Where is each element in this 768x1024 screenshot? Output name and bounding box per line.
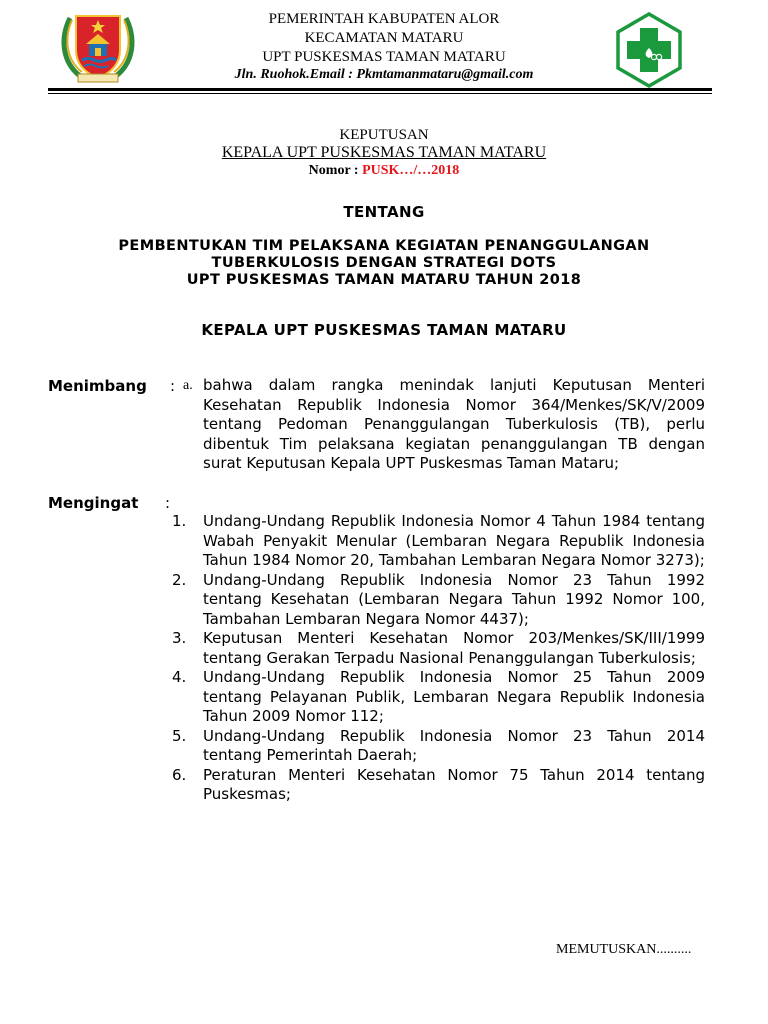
decree-title: KEPUTUSAN xyxy=(339,127,429,143)
menimbang-colon: : xyxy=(170,377,176,395)
list-item-number: 2. xyxy=(172,570,187,589)
subject-head: KEPALA UPT PUSKESMAS TAMAN MATARU xyxy=(201,321,567,339)
mengingat-list xyxy=(172,512,705,805)
list-item-text: Undang-Undang Republik Indonesia Nomor 23 Tahun 1992 tentang Kesehatan (Lembaran Negara Tahun 1992 Nomor 100, Tambahan Lembaran Negara Nomor 4437); xyxy=(203,570,705,628)
mengingat-colon: : xyxy=(165,494,171,512)
menimbang-text: bahwa dalam rangka menindak lanjuti Keputusan Menteri Kesehatan Republik Indonesia Nomor 364/Menkes/SK/V/2009 tentang Pedoman Penanggulangan Tuberkulosis (TB), perlu dibentuk Tim pelaksana kegiatan penanggulangan TB dengan surat Keputusan Kepala UPT Puskesmas Taman Mataru; xyxy=(203,376,705,472)
letterhead-rule-thick xyxy=(48,88,712,91)
subject-line-3: UPT PUSKESMAS TAMAN MATARU TAHUN 2018 xyxy=(186,272,582,288)
letterhead-institution: UPT PUSKESMAS TAMAN MATARU xyxy=(262,49,506,65)
menimbang-marker: a. xyxy=(183,378,193,393)
list-item-number: 3. xyxy=(172,629,187,647)
list-item xyxy=(172,512,705,571)
menimbang-label: Menimbang xyxy=(48,377,147,395)
list-item-number: 4. xyxy=(172,668,187,686)
list-item-text: Keputusan Menteri Kesehatan Nomor 203/Menkes/SK/III/1999 tentang Gerakan Terpadu Nasional Penanggulangan Tuberkulosis; xyxy=(203,629,705,667)
decree-number-label: Nomor : xyxy=(308,163,363,178)
list-item-number: 6. xyxy=(172,765,187,784)
decree-number xyxy=(0,163,768,179)
letterhead-rule-thin xyxy=(48,93,712,94)
list-item xyxy=(172,668,705,727)
list-item xyxy=(172,571,705,630)
list-item-text: Undang-Undang Republik Indonesia Nomor 25 Tahun 2009 tentang Pelayanan Publik, Lembaran Negara Republik Indonesia Tahun 2009 Nomor 112; xyxy=(203,668,705,725)
letterhead-government: PEMERINTAH KABUPATEN ALOR xyxy=(268,11,500,27)
letterhead-address: Jln. Ruohok.Email : Pkmtamanmataru@gmail.com xyxy=(234,67,534,82)
mengingat-label: Mengingat xyxy=(48,494,139,512)
list-item-text: Undang-Undang Republik Indonesia Nomor 23 Tahun 2014 tentang Pemerintah Daerah; xyxy=(203,726,705,764)
letterhead-district: KECAMATAN MATARU xyxy=(304,30,464,46)
continue-marker: MEMUTUSKAN.......... xyxy=(556,942,692,957)
decree-issuer: KEPALA UPT PUSKESMAS TAMAN MATARU xyxy=(221,144,547,161)
list-item xyxy=(172,727,705,766)
subject-line-1: PEMBENTUKAN TIM PELAKSANA KEGIATAN PENANGGULANGAN xyxy=(118,238,650,254)
list-item-text: Undang-Undang Republik Indonesia Nomor 4 Tahun 1984 tentang Wabah Penyakit Menular (Lembaran Negara Republik Indonesia Tahun 1984 Nomor 20, Tambahan Lembaran Negara Nomor 3273); xyxy=(203,512,705,569)
subject-about: TENTANG xyxy=(343,203,425,221)
list-item xyxy=(172,766,705,805)
decree-number-value: PUSK…/…2018 xyxy=(362,163,460,178)
list-item-text: Peraturan Menteri Kesehatan Nomor 75 Tahun 2014 tentang Puskesmas; xyxy=(203,765,705,803)
list-item-number: 5. xyxy=(172,726,187,745)
list-item xyxy=(172,629,705,668)
subject-line-2: TUBERKULOSIS DENGAN STRATEGI DOTS xyxy=(211,255,557,271)
list-item-number: 1. xyxy=(172,512,187,530)
